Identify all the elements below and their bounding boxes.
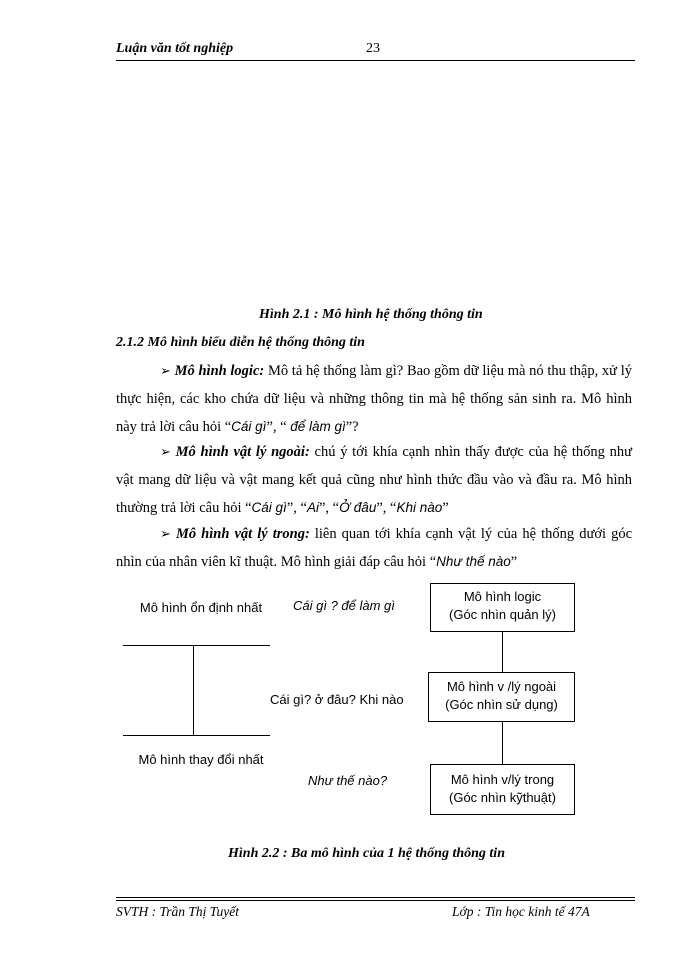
- question-logic: Cái gì ? để làm gì: [293, 598, 395, 613]
- box-subtitle: (Góc nhìn quản lý): [449, 607, 556, 622]
- footer-student: SVTH : Trần Thị Tuyết: [116, 904, 240, 919]
- paragraph-text: ”: [442, 500, 449, 516]
- paragraph-text: chú ý tới khía cạnh nhìn thấy được của hệ thống như vật mang dữ liệu và vật mang kết quả cũng như hình thức đầu vào và đầu ra. Mô hình thường trả lời câu hỏi “: [116, 444, 632, 516]
- paragraph-text: ”, “: [376, 500, 397, 516]
- diagram-vertical-line: [193, 645, 194, 735]
- connector-line: [502, 722, 503, 764]
- paragraph-text: ”, “: [318, 500, 340, 516]
- question-internal: Như thế nào?: [308, 773, 388, 788]
- label-most-changing: Mô hình thay đổi nhất: [138, 752, 264, 767]
- paragraph-internal-model: [116, 520, 632, 576]
- figure-1-caption: Hình 2.1 : Mô hình hệ thống thông tin: [259, 307, 483, 322]
- paragraph-text: ”, “: [266, 419, 291, 435]
- arrow-bullet-icon: ➢: [160, 444, 171, 459]
- question-term: Cái gì: [231, 419, 267, 434]
- page-number: 23: [366, 41, 380, 56]
- paragraph-external-model: [116, 438, 632, 522]
- term-internal-model: Mô hình vật lý trong:: [175, 526, 310, 542]
- term-logic-model: Mô hình logic:: [174, 363, 265, 379]
- footer-class: Lớp : Tin học kinh tế 47A: [452, 904, 590, 919]
- question-term: Như thế nào: [436, 554, 511, 569]
- paragraph-text: ”: [510, 554, 518, 570]
- figure-2-caption: Hình 2.2 : Ba mô hình của 1 hệ thống thông tin: [228, 846, 505, 861]
- box-subtitle: (Góc nhìn kỹthuật): [449, 790, 556, 805]
- section-heading: 2.1.2 Mô hình biểu diễn hệ thống thông tin: [116, 335, 365, 350]
- arrow-bullet-icon: ➢: [160, 526, 171, 541]
- question-term: Ai: [306, 500, 319, 515]
- footer-rule: [116, 900, 635, 901]
- paragraph-text: ”?: [345, 419, 359, 435]
- box-title: Mô hình logic: [463, 589, 542, 604]
- question-term: Khi nào: [396, 500, 443, 515]
- paragraph-text: Mô tả hệ thống làm gì? Bao gồm dữ liệu mà nó thu thập, xử lý thực hiện, các kho chứa dữ liệu và những thông tin mà hệ thống sản sinh ra. Mô hình này trả lời câu hỏi “: [116, 363, 633, 435]
- term-external-model: Mô hình vật lý ngoài:: [175, 444, 310, 460]
- arrow-bullet-icon: ➢: [160, 363, 171, 378]
- diagram-bottom-line: [123, 735, 270, 736]
- question-term: Ở đâu: [339, 500, 377, 515]
- box-external-model: [428, 672, 575, 722]
- header-rule: [116, 60, 635, 61]
- box-internal-model: [430, 764, 575, 815]
- paragraph-logic-model: [116, 357, 632, 441]
- header-title: Luận văn tốt nghiệp: [116, 41, 234, 56]
- box-subtitle: (Góc nhìn sử dụng): [445, 697, 558, 712]
- footer-rule: [116, 897, 635, 898]
- label-most-stable: Mô hình ổn định nhất: [139, 600, 263, 615]
- question-term: để làm gì: [290, 419, 346, 434]
- paragraph-text: ”, “: [286, 500, 307, 516]
- question-external: Cái gì? ở đâu? Khi nào: [270, 692, 404, 707]
- diagram-top-line: [123, 645, 270, 646]
- box-logic-model: [430, 583, 575, 632]
- question-term: Cái gì: [251, 500, 287, 515]
- box-title: Mô hình v/lý trong: [450, 772, 555, 787]
- connector-line: [502, 632, 503, 672]
- paragraph-text: liên quan tới khía cạnh vật lý của hệ thống dưới góc nhìn của nhân viên kĩ thuật. Mô hình giải đáp câu hỏi “: [116, 526, 633, 570]
- box-title: Mô hình v /lý ngoài: [446, 679, 557, 694]
